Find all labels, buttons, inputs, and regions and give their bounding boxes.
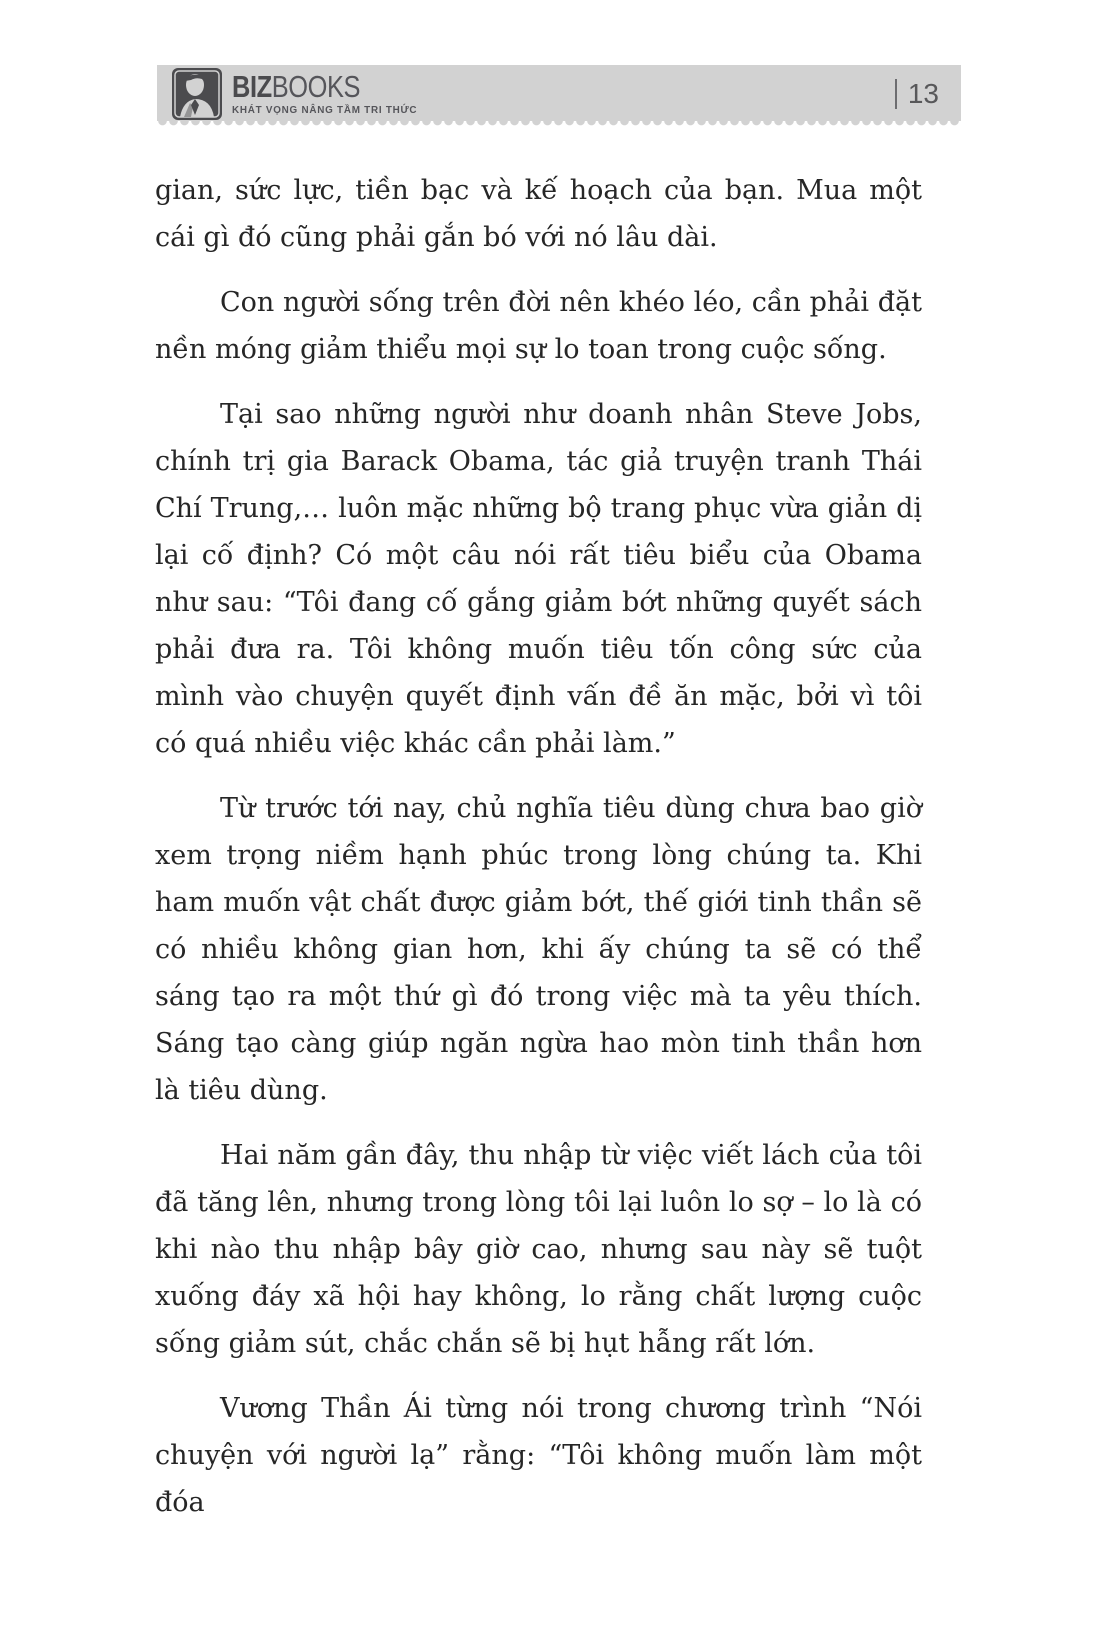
brand-name bbox=[232, 69, 394, 104]
portrait-book-logo-icon bbox=[171, 67, 223, 121]
page-header bbox=[157, 65, 961, 128]
paragraph: gian, sức lực, tiền bạc và kế hoạch của bạn. Mua một cái gì đó cũng phải gắn bó với nó lâu dài. bbox=[155, 175, 922, 253]
page-number-divider bbox=[895, 79, 897, 109]
brand-tagline: KHÁT VỌNG NÂNG TẦM TRI THỨC bbox=[232, 104, 418, 116]
page-number-value: 13 bbox=[907, 78, 939, 109]
page-number bbox=[895, 78, 939, 110]
paragraph: Con người sống trên đời nên khéo léo, cần phải đặt nền móng giảm thiểu mọi sự lo toan trong cuộc sống. bbox=[155, 287, 922, 365]
paragraph: Vương Thần Ái từng nói trong chương trình “Nói chuyện với người lạ” rằng: “Tôi không muốn làm một đóa bbox=[155, 1393, 922, 1518]
paragraph: Từ trước tới nay, chủ nghĩa tiêu dùng chưa bao giờ xem trọng niềm hạnh phúc trong lòng chúng ta. Khi ham muốn vật chất được giảm bớt, thế giới tinh thần sẽ có nhiều không gian hơn, khi ấy chúng ta sẽ có thể sáng tạo ra một thứ gì đó trong việc mà ta yêu thích. Sáng tạo càng giúp ngăn ngừa hao mòn tinh thần hơn là tiêu dùng. bbox=[155, 793, 922, 1106]
paragraph: Hai năm gần đây, thu nhập từ việc viết lách của tôi đã tăng lên, nhưng trong lòng tôi lại luôn lo sợ – lo là có khi nào thu nhập bây giờ cao, nhưng sau này sẽ tuột xuống đáy xã hội hay không, lo rằng chất lượng cuộc sống giảm sút, chắc chắn sẽ bị hụt hẫng rất lớn. bbox=[155, 1140, 922, 1359]
publisher-logo bbox=[171, 67, 429, 121]
header-bar bbox=[157, 65, 961, 121]
paragraph: Tại sao những người như doanh nhân Steve Jobs, chính trị gia Barack Obama, tác giả truyện tranh Thái Chí Trung,… luôn mặc những bộ trang phục vừa giản dị lại cố định? Có một câu nói rất tiêu biểu của Obama như sau: “Tôi đang cố gắng giảm bớt những quyết sách phải đưa ra. Tôi không muốn tiêu tốn công sức của mình vào chuyện quyết định vấn đề ăn mặc, bởi vì tôi có quá nhiều việc khác cần phải làm.” bbox=[155, 399, 922, 759]
body-text bbox=[155, 167, 922, 1526]
logo-text-block bbox=[232, 69, 429, 116]
brand-part-books: BOOKS bbox=[271, 69, 361, 104]
stamp-perforation-edge bbox=[157, 121, 961, 128]
brand-part-biz: BIZ bbox=[232, 69, 272, 104]
